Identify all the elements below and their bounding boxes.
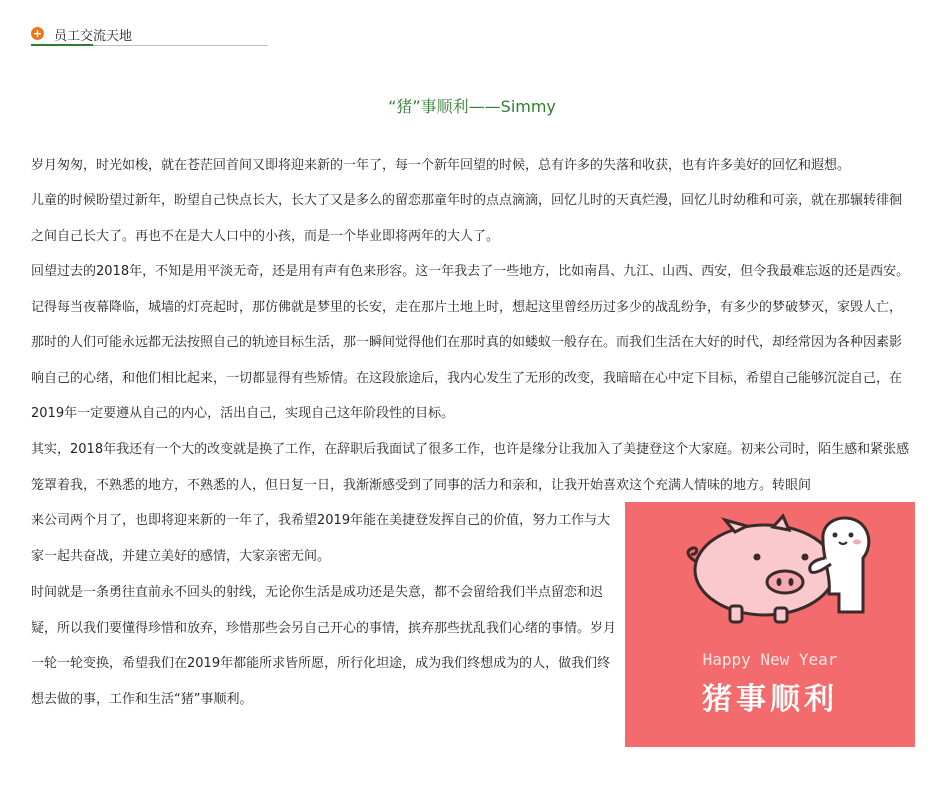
- paragraph-1: 岁月匆匆，时光如梭，就在苍茫回首间又即将迎来新的一年了，每一个新年回望的时候，总有许多的失落和收获，也有许多美好的回忆和遐想。: [31, 158, 851, 173]
- pig-ear-right: [773, 516, 789, 530]
- article-title: “猪”事顺利——Simmy: [388, 97, 556, 116]
- pig-leg: [775, 608, 787, 622]
- pig-tail: [688, 548, 697, 562]
- paragraph-5: 时间就是一条勇往直前永不回头的射线，无论你生活是成功还是失意，都不会留给我们半点留恋和迟疑，所以我们要懂得珍惜和放弃，珍惜那些会另自己开心的事情，摈弃那些扰乱我们心绪的事情。岁月一轮一轮变换，希望我们在2019年都能所求皆所愿，所行化坦途，成为我们终想成为的人，做我们终想去做的事，工作和生活“猪”事顺利。: [31, 585, 617, 707]
- paragraph-2: 儿童的时候盼望过新年，盼望自己快点长大，长大了又是多么的留恋那童年时的点点滴滴，回忆儿时的天真烂漫，回忆儿时幼稚和可亲，就在那辗转徘徊之间自己长大了。再也不在是大人口中的小孩，而是一个毕业即将两年的大人了。: [31, 193, 903, 244]
- section-title: 员工交流天地: [54, 29, 133, 44]
- paragraph-4: 其实，2018年我还有一个大的改变就是换了工作，在辞职后我面试了很多工作，也许是缘分让我加入了美捷登这个大家庭。初来公司时，陌生感和紧张感笼罩着我，不熟悉的地方，不熟悉的人，但日复一日，我渐渐感受到了同事的活力和亲和，让我开始喜欢这个充满人情味的地方。转眼间: [31, 442, 910, 493]
- card-greeting: Happy New Year: [702, 650, 838, 669]
- card-wish: 猪事顺利: [702, 682, 838, 717]
- pig-snout: [767, 571, 803, 593]
- new-year-card: [625, 502, 915, 747]
- section-divider-accent: [31, 44, 93, 46]
- pig-eye-right: [802, 554, 809, 561]
- pig-illustration: [625, 502, 915, 642]
- paragraph-4-continued: 来公司两个月了，也即将迎来新的一年了，我希望2019年能在美捷登发挥自己的价值，努力工作与大家一起共奋战，并建立美好的感情，大家亲密无间。: [31, 513, 611, 564]
- pig-eye-left: [754, 554, 761, 561]
- paragraph-3: 回望过去的2018年，不知是用平淡无奇，还是用有声有色来形容。这一年我去了一些地方，比如南昌、九江、山西、西安，但令我最难忘返的还是西安。记得每当夜幕降临，城墙的灯亮起时，那仿佛就是梦里的长安，走在那片土地上时，想起这里曾经历过多少的战乱纷争，有多少的梦破梦灭，家毁人亡，那时的人们可能永远都无法按照自己的轨迹目标生活，那一瞬间觉得他们在那时真的如蝼蚁一般存在。而我们生活在大好的时代，却经常因为各种因素影响自己的心绪，和他们相比起来，一切都显得有些矫情。在这段旅途后，我内心发生了无形的改变，我暗暗在心中定下目标，希望自己能够沉淀自己，在2019年一定要遵从自己的内心，活出自己，实现自己这年阶段性的目标。: [31, 264, 910, 422]
- pig-leg: [730, 606, 742, 622]
- plus-icon: +: [32, 27, 43, 40]
- section-header: [31, 24, 268, 47]
